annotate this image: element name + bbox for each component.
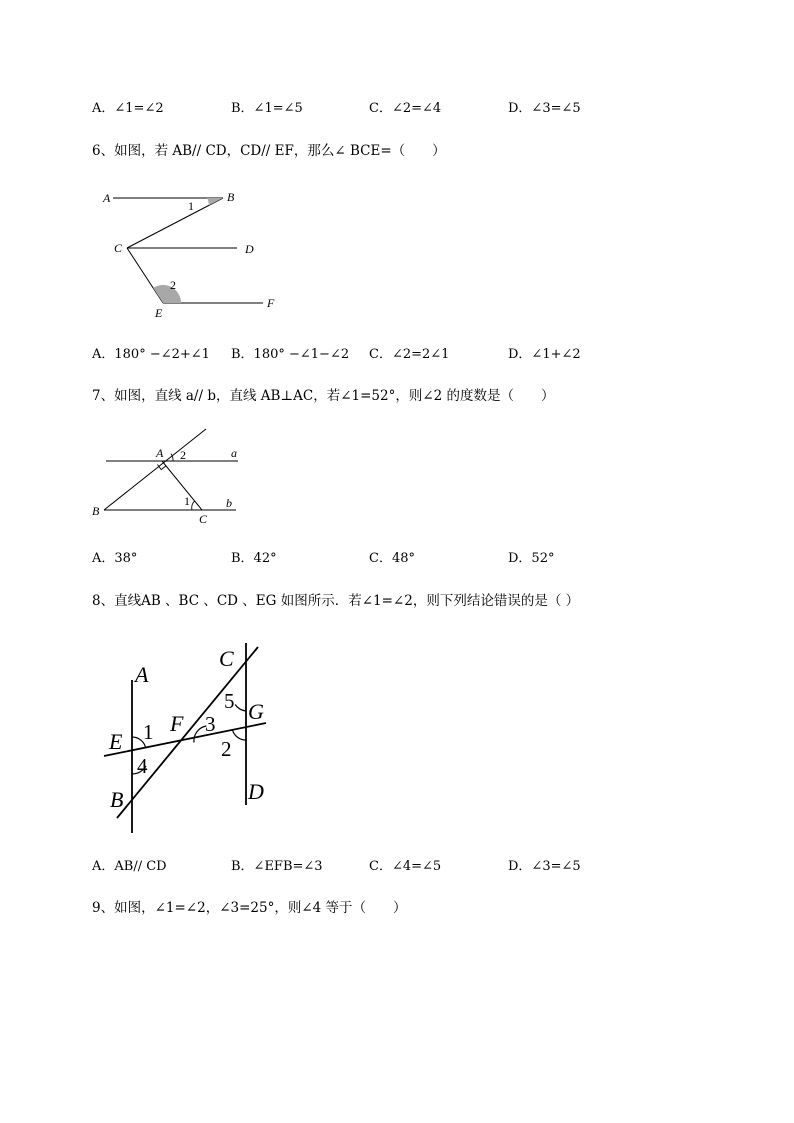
q6-angle1-label: 1	[188, 199, 194, 213]
q5-option-c: C．∠2=∠4	[369, 101, 442, 116]
q6-number: 6、	[92, 143, 115, 159]
q8-label-e: E	[109, 729, 123, 754]
q6-angle1-shade	[207, 198, 223, 205]
q6-option-b: B．180° −∠1−∠2	[231, 347, 350, 362]
q9-text: 如图，∠1=∠2，∠3=25°，则∠4 等于（ ）	[114, 900, 407, 916]
q8-option-a: A．AB// CD	[92, 859, 167, 874]
q8-label-b: B	[110, 787, 124, 812]
q7-label-b: B	[92, 504, 100, 518]
q8-option-d: D．∠3=∠5	[508, 859, 581, 874]
q8-label-f: F	[170, 711, 184, 736]
q6-option-d: D．∠1+∠2	[508, 347, 581, 362]
q7-text: 如图，直线 a// b，直线 AB⊥AC，若∠1=52°，则∠2 的度数是（ ）	[114, 388, 555, 404]
q8-option-c: C．∠4=∠5	[369, 859, 442, 874]
q8-number: 8、	[92, 593, 115, 609]
q7-angle2-label: 2	[180, 448, 186, 462]
q7-option-a: A．38°	[92, 551, 138, 566]
q6-label-e: E	[155, 306, 163, 320]
q5-option-a: A．∠1=∠2	[92, 101, 164, 116]
q6-text: 如图，若 AB// CD，CD// EF，那么∠ BCE=（ ）	[114, 143, 446, 159]
q7-label-c: C	[199, 512, 208, 526]
q7-figure	[90, 425, 250, 530]
q6-label-d: D	[245, 242, 254, 256]
q6-label-f: F	[267, 296, 275, 310]
q9-number: 9、	[92, 900, 115, 916]
q6-label-b: B	[227, 190, 235, 204]
q8-label-d: D	[248, 779, 264, 804]
q5-option-b: B．∠1=∠5	[231, 101, 303, 116]
q6-angle2-shade	[153, 285, 181, 303]
q7-label-a: A	[156, 446, 164, 460]
q6-option-a: A．180° −∠2+∠1	[92, 347, 210, 362]
q6-angle2-label: 2	[170, 278, 176, 292]
q8-angle4-label: 4	[137, 754, 148, 778]
q7-question	[92, 387, 555, 405]
q7-number: 7、	[92, 388, 115, 404]
q6-question	[92, 142, 446, 160]
q7-line-a: a	[231, 446, 237, 460]
q8-label-c: C	[219, 646, 234, 671]
q8-label-a: A	[135, 662, 149, 687]
q7-option-d: D．52°	[508, 551, 555, 566]
q6-label-c: C	[114, 241, 123, 255]
q8-label-g: G	[248, 699, 264, 724]
q8-angle1-label: 1	[143, 720, 154, 744]
q8-figure	[95, 635, 285, 835]
q6-label-a: A	[103, 191, 111, 205]
q5-option-d: D．∠3=∠5	[508, 101, 581, 116]
q7-option-c: C．48°	[369, 551, 415, 566]
q8-question	[92, 592, 579, 610]
q9-question	[92, 899, 407, 917]
q7-line-b: b	[226, 496, 232, 510]
q8-angle5-label: 5	[224, 689, 235, 713]
q8-text: 直线AB 、BC 、CD 、EG 如图所示．若∠1=∠2，则下列结论错误的是（ ）	[114, 593, 580, 609]
q7-angle1-label: 1	[184, 494, 190, 508]
q8-angle3-label: 3	[205, 712, 216, 736]
q6-figure	[95, 182, 295, 322]
q8-angle2-label: 2	[221, 737, 232, 761]
q7-option-b: B．42°	[231, 551, 277, 566]
q6-option-c: C．∠2=2∠1	[369, 347, 450, 362]
q8-option-b: B．∠EFB=∠3	[231, 859, 323, 874]
